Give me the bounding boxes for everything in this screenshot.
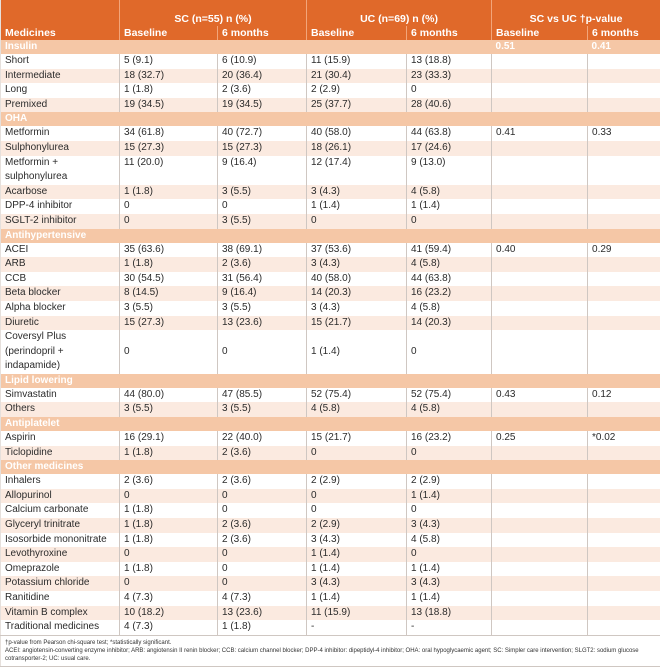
uc-baseline: 3 (4.3) (307, 257, 407, 272)
table-row (1, 54, 660, 69)
uc-6months: 44 (63.8) (407, 126, 492, 141)
sc-6months: 3 (5.5) (218, 185, 307, 200)
header-uc-6months: 6 months (407, 26, 492, 40)
p-baseline (492, 214, 588, 229)
p-6months (588, 620, 660, 635)
medicine-name: Ranitidine (1, 591, 120, 606)
uc-6months: 4 (5.8) (407, 185, 492, 200)
p-baseline (492, 576, 588, 591)
table-row (1, 388, 660, 403)
p-6months (588, 606, 660, 621)
table-row (1, 214, 660, 229)
category-p-6months (588, 374, 660, 388)
medicine-name: Simvastatin (1, 388, 120, 403)
category-p-baseline (492, 460, 588, 474)
uc-6months: 17 (24.6) (407, 141, 492, 156)
sc-6months: 15 (27.3) (218, 141, 307, 156)
p-6months (588, 214, 660, 229)
table-row (1, 547, 660, 562)
p-6months (588, 562, 660, 577)
sc-6months: 0 (218, 330, 307, 374)
p-6months (588, 547, 660, 562)
category-p-6months (588, 112, 660, 126)
sc-6months: 2 (3.6) (218, 257, 307, 272)
sc-6months: 2 (3.6) (218, 83, 307, 98)
sc-6months: 13 (23.6) (218, 316, 307, 331)
uc-6months: 13 (18.8) (407, 606, 492, 621)
uc-baseline: 15 (21.7) (307, 316, 407, 331)
uc-baseline: 21 (30.4) (307, 69, 407, 84)
medicine-name: Alpha blocker (1, 301, 120, 316)
sc-baseline: 15 (27.3) (120, 316, 218, 331)
category-label: Antiplatelet (1, 417, 492, 431)
table-row (1, 503, 660, 518)
sc-baseline: 34 (61.8) (120, 126, 218, 141)
uc-baseline: 14 (20.3) (307, 286, 407, 301)
p-baseline (492, 518, 588, 533)
medicine-name: Isosorbide mononitrate (1, 533, 120, 548)
p-baseline (492, 591, 588, 606)
p-baseline (492, 156, 588, 185)
medicine-name: ARB (1, 257, 120, 272)
sc-baseline: 1 (1.8) (120, 446, 218, 461)
uc-baseline: 1 (1.4) (307, 199, 407, 214)
uc-baseline: 1 (1.4) (307, 591, 407, 606)
uc-6months: 28 (40.6) (407, 98, 492, 113)
uc-6months: 16 (23.2) (407, 431, 492, 446)
p-6months (588, 533, 660, 548)
table-row (1, 141, 660, 156)
p-baseline (492, 257, 588, 272)
header-p-6months: 6 months (588, 26, 660, 40)
sc-baseline: 4 (7.3) (120, 591, 218, 606)
uc-baseline: 18 (26.1) (307, 141, 407, 156)
p-baseline (492, 446, 588, 461)
table-row (1, 83, 660, 98)
p-6months (588, 199, 660, 214)
uc-6months: 3 (4.3) (407, 576, 492, 591)
category-label: Other medicines (1, 460, 492, 474)
table-body (1, 40, 660, 635)
footnote-abbreviations: ACEI: angiotensin-converting enzyme inhibitor; ARB: angiotensin II renin blocker; CCB: calcium channel blocker; DPP-4 inhibitor: dipeptidyl-4 inhibitor; OHA: oral hypoglycaemic agent; SC: Simpler care intervention; SLGT2: sodium glucose cotransporter-2; UC: usual care. (5, 647, 656, 663)
uc-baseline: 2 (2.9) (307, 474, 407, 489)
uc-6months: 41 (59.4) (407, 243, 492, 258)
p-baseline (492, 199, 588, 214)
p-6months (588, 503, 660, 518)
sc-baseline: 11 (20.0) (120, 156, 218, 185)
medicine-name: Potassium chloride (1, 576, 120, 591)
p-baseline (492, 316, 588, 331)
header-sc-6months: 6 months (218, 26, 307, 40)
sc-baseline: 0 (120, 547, 218, 562)
medicine-name: Glyceryl trinitrate (1, 518, 120, 533)
sc-6months: 13 (23.6) (218, 606, 307, 621)
footnote-pvalue: †p-value from Pearson chi-square test; *statistically significant. (5, 639, 656, 647)
sc-baseline: 35 (63.6) (120, 243, 218, 258)
p-baseline (492, 402, 588, 417)
table-row (1, 272, 660, 287)
p-6months (588, 330, 660, 374)
uc-baseline: 52 (75.4) (307, 388, 407, 403)
sc-baseline: 2 (3.6) (120, 474, 218, 489)
uc-6months: 4 (5.8) (407, 301, 492, 316)
uc-6months: 0 (407, 214, 492, 229)
sc-6months: 3 (5.5) (218, 301, 307, 316)
medicine-name: Premixed (1, 98, 120, 113)
p-6months (588, 257, 660, 272)
header-group-uc: UC (n=69) n (%) (307, 0, 492, 26)
p-baseline (492, 503, 588, 518)
uc-6months: 0 (407, 547, 492, 562)
uc-6months: 2 (2.9) (407, 474, 492, 489)
sc-6months: 2 (3.6) (218, 474, 307, 489)
category-row (1, 40, 660, 54)
category-row (1, 417, 660, 431)
p-6months (588, 316, 660, 331)
p-baseline (492, 185, 588, 200)
medicine-name: DPP-4 inhibitor (1, 199, 120, 214)
medicine-name: Beta blocker (1, 286, 120, 301)
sc-baseline: 1 (1.8) (120, 83, 218, 98)
header-p-baseline: Baseline (492, 26, 588, 40)
header-group-sc: SC (n=55) n (%) (120, 0, 307, 26)
medicine-name: Coversyl Plus (perindopril + indapamide) (1, 330, 120, 374)
uc-baseline: 1 (1.4) (307, 547, 407, 562)
medicine-name: Omeprazole (1, 562, 120, 577)
table-row (1, 98, 660, 113)
p-6months: 0.12 (588, 388, 660, 403)
uc-6months: 52 (75.4) (407, 388, 492, 403)
sc-baseline: 1 (1.8) (120, 518, 218, 533)
p-baseline: 0.41 (492, 126, 588, 141)
medicine-name: Long (1, 83, 120, 98)
p-baseline (492, 330, 588, 374)
uc-6months: 1 (1.4) (407, 591, 492, 606)
p-6months: 0.33 (588, 126, 660, 141)
p-6months (588, 301, 660, 316)
uc-6months: 44 (63.8) (407, 272, 492, 287)
sc-6months: 40 (72.7) (218, 126, 307, 141)
footnote-cell (1, 635, 660, 666)
uc-baseline: 12 (17.4) (307, 156, 407, 185)
sc-6months: 0 (218, 576, 307, 591)
sc-6months: 47 (85.5) (218, 388, 307, 403)
p-baseline (492, 286, 588, 301)
medicine-name: ACEI (1, 243, 120, 258)
sc-6months: 2 (3.6) (218, 533, 307, 548)
sc-6months: 19 (34.5) (218, 98, 307, 113)
sc-6months: 4 (7.3) (218, 591, 307, 606)
medicine-name: CCB (1, 272, 120, 287)
p-6months (588, 474, 660, 489)
header-medicines: Medicines (1, 26, 120, 40)
header-uc-baseline: Baseline (307, 26, 407, 40)
uc-6months: 0 (407, 83, 492, 98)
p-baseline (492, 69, 588, 84)
sc-baseline: 1 (1.8) (120, 533, 218, 548)
table-row (1, 576, 660, 591)
sc-6months: 0 (218, 503, 307, 518)
table-row (1, 126, 660, 141)
category-p-6months (588, 417, 660, 431)
p-baseline (492, 474, 588, 489)
sc-6months: 9 (16.4) (218, 286, 307, 301)
medicine-name: Metformin + sulphonylurea (1, 156, 120, 185)
table-row (1, 402, 660, 417)
sc-baseline: 8 (14.5) (120, 286, 218, 301)
table-row (1, 446, 660, 461)
uc-6months: 1 (1.4) (407, 562, 492, 577)
p-baseline (492, 301, 588, 316)
p-6months (588, 518, 660, 533)
table-row (1, 156, 660, 185)
sc-baseline: 10 (18.2) (120, 606, 218, 621)
uc-6months: 3 (4.3) (407, 518, 492, 533)
uc-6months: 14 (20.3) (407, 316, 492, 331)
sc-baseline: 0 (120, 489, 218, 504)
sc-baseline: 0 (120, 576, 218, 591)
uc-baseline: 1 (1.4) (307, 330, 407, 374)
uc-baseline: 15 (21.7) (307, 431, 407, 446)
p-6months (588, 286, 660, 301)
sc-6months: 1 (1.8) (218, 620, 307, 635)
table-row (1, 185, 660, 200)
medicine-name: Metformin (1, 126, 120, 141)
medicine-name: Intermediate (1, 69, 120, 84)
uc-6months: - (407, 620, 492, 635)
sc-baseline: 3 (5.5) (120, 301, 218, 316)
uc-6months: 4 (5.8) (407, 533, 492, 548)
p-baseline (492, 54, 588, 69)
uc-6months: 9 (13.0) (407, 156, 492, 185)
p-baseline (492, 98, 588, 113)
table-row (1, 257, 660, 272)
category-p-baseline (492, 374, 588, 388)
p-6months: *0.02 (588, 431, 660, 446)
p-6months: 0.29 (588, 243, 660, 258)
table-row (1, 69, 660, 84)
table-row (1, 316, 660, 331)
uc-baseline: 1 (1.4) (307, 562, 407, 577)
uc-baseline: 3 (4.3) (307, 301, 407, 316)
sc-baseline: 3 (5.5) (120, 402, 218, 417)
category-row (1, 374, 660, 388)
sc-baseline: 1 (1.8) (120, 562, 218, 577)
p-baseline (492, 83, 588, 98)
medicine-name: Short (1, 54, 120, 69)
p-6months (588, 69, 660, 84)
sc-6months: 2 (3.6) (218, 446, 307, 461)
table-row (1, 562, 660, 577)
sc-6months: 31 (56.4) (218, 272, 307, 287)
sc-baseline: 19 (34.5) (120, 98, 218, 113)
category-p-6months (588, 460, 660, 474)
category-label: Lipid lowering (1, 374, 492, 388)
uc-baseline: 2 (2.9) (307, 518, 407, 533)
medicine-name: Inhalers (1, 474, 120, 489)
p-baseline (492, 533, 588, 548)
category-label: OHA (1, 112, 492, 126)
uc-baseline: 11 (15.9) (307, 54, 407, 69)
sc-6months: 6 (10.9) (218, 54, 307, 69)
uc-baseline: 0 (307, 446, 407, 461)
category-p-6months: 0.41 (588, 40, 660, 54)
sc-6months: 0 (218, 199, 307, 214)
p-baseline (492, 489, 588, 504)
uc-baseline: 3 (4.3) (307, 185, 407, 200)
category-row (1, 229, 660, 243)
sc-baseline: 0 (120, 199, 218, 214)
table-row (1, 243, 660, 258)
table-row (1, 620, 660, 635)
uc-6months: 4 (5.8) (407, 257, 492, 272)
header-sc-baseline: Baseline (120, 26, 218, 40)
p-baseline (492, 547, 588, 562)
p-6months (588, 156, 660, 185)
uc-baseline: 40 (58.0) (307, 272, 407, 287)
uc-6months: 23 (33.3) (407, 69, 492, 84)
table-row (1, 431, 660, 446)
table-row (1, 199, 660, 214)
p-6months (588, 98, 660, 113)
uc-6months: 0 (407, 446, 492, 461)
sc-baseline: 0 (120, 330, 218, 374)
p-6months (588, 591, 660, 606)
p-baseline (492, 272, 588, 287)
sc-baseline: 1 (1.8) (120, 257, 218, 272)
sc-baseline: 1 (1.8) (120, 503, 218, 518)
uc-baseline: 4 (5.8) (307, 402, 407, 417)
uc-baseline: 37 (53.6) (307, 243, 407, 258)
uc-baseline: 40 (58.0) (307, 126, 407, 141)
uc-6months: 1 (1.4) (407, 489, 492, 504)
sc-6months: 0 (218, 489, 307, 504)
sc-baseline: 18 (32.7) (120, 69, 218, 84)
header-group-pvalue: SC vs UC †p-value (492, 0, 660, 26)
medicine-name: Diuretic (1, 316, 120, 331)
sc-baseline: 30 (54.5) (120, 272, 218, 287)
sc-6months: 20 (36.4) (218, 69, 307, 84)
medicine-name: Acarbose (1, 185, 120, 200)
table-row (1, 286, 660, 301)
p-baseline (492, 620, 588, 635)
uc-baseline: 0 (307, 503, 407, 518)
uc-baseline: 3 (4.3) (307, 576, 407, 591)
medicine-name: Others (1, 402, 120, 417)
medicine-name: Allopurinol (1, 489, 120, 504)
p-baseline (492, 141, 588, 156)
table-row (1, 474, 660, 489)
uc-baseline: 11 (15.9) (307, 606, 407, 621)
header-blank (1, 0, 120, 26)
uc-6months: 4 (5.8) (407, 402, 492, 417)
p-6months (588, 489, 660, 504)
category-p-baseline (492, 417, 588, 431)
category-row (1, 112, 660, 126)
medicine-name: Sulphonylurea (1, 141, 120, 156)
sc-baseline: 4 (7.3) (120, 620, 218, 635)
sc-baseline: 5 (9.1) (120, 54, 218, 69)
uc-baseline: 25 (37.7) (307, 98, 407, 113)
sc-baseline: 15 (27.3) (120, 141, 218, 156)
p-baseline (492, 562, 588, 577)
uc-baseline: 2 (2.9) (307, 83, 407, 98)
uc-baseline: 3 (4.3) (307, 533, 407, 548)
uc-6months: 16 (23.2) (407, 286, 492, 301)
uc-baseline: - (307, 620, 407, 635)
p-6months (588, 402, 660, 417)
medicine-name: Aspirin (1, 431, 120, 446)
uc-6months: 13 (18.8) (407, 54, 492, 69)
sc-baseline: 0 (120, 214, 218, 229)
sc-6months: 3 (5.5) (218, 214, 307, 229)
category-p-baseline: 0.51 (492, 40, 588, 54)
header-group-row (1, 0, 660, 26)
sc-baseline: 16 (29.1) (120, 431, 218, 446)
p-6months (588, 185, 660, 200)
p-6months (588, 576, 660, 591)
table-row (1, 301, 660, 316)
sc-6months: 9 (16.4) (218, 156, 307, 185)
p-6months (588, 272, 660, 287)
category-p-baseline (492, 112, 588, 126)
sc-6months: 38 (69.1) (218, 243, 307, 258)
table-row (1, 591, 660, 606)
table-row (1, 518, 660, 533)
uc-6months: 1 (1.4) (407, 199, 492, 214)
p-baseline: 0.25 (492, 431, 588, 446)
header-sub-row (1, 26, 660, 40)
sc-baseline: 44 (80.0) (120, 388, 218, 403)
p-baseline: 0.43 (492, 388, 588, 403)
table-row (1, 489, 660, 504)
sc-6months: 3 (5.5) (218, 402, 307, 417)
sc-6months: 2 (3.6) (218, 518, 307, 533)
p-6months (588, 141, 660, 156)
p-baseline (492, 606, 588, 621)
table-row (1, 606, 660, 621)
medicine-name: Levothyroxine (1, 547, 120, 562)
table-row (1, 533, 660, 548)
category-p-6months (588, 229, 660, 243)
uc-baseline: 0 (307, 214, 407, 229)
medicine-name: SGLT-2 inhibitor (1, 214, 120, 229)
uc-baseline: 0 (307, 489, 407, 504)
sc-6months: 0 (218, 547, 307, 562)
medicine-name: Traditional medicines (1, 620, 120, 635)
table-header (1, 0, 660, 40)
medicine-name: Vitamin B complex (1, 606, 120, 621)
category-label: Antihypertensive (1, 229, 492, 243)
uc-6months: 0 (407, 503, 492, 518)
uc-6months: 0 (407, 330, 492, 374)
sc-baseline: 1 (1.8) (120, 185, 218, 200)
p-baseline: 0.40 (492, 243, 588, 258)
sc-6months: 22 (40.0) (218, 431, 307, 446)
table-row (1, 330, 660, 374)
p-6months (588, 54, 660, 69)
category-p-baseline (492, 229, 588, 243)
footnote-row (1, 635, 660, 666)
category-label: Insulin (1, 40, 492, 54)
sc-6months: 0 (218, 562, 307, 577)
medicine-name: Ticlopidine (1, 446, 120, 461)
category-row (1, 460, 660, 474)
medicine-name: Calcium carbonate (1, 503, 120, 518)
p-6months (588, 83, 660, 98)
p-6months (588, 446, 660, 461)
